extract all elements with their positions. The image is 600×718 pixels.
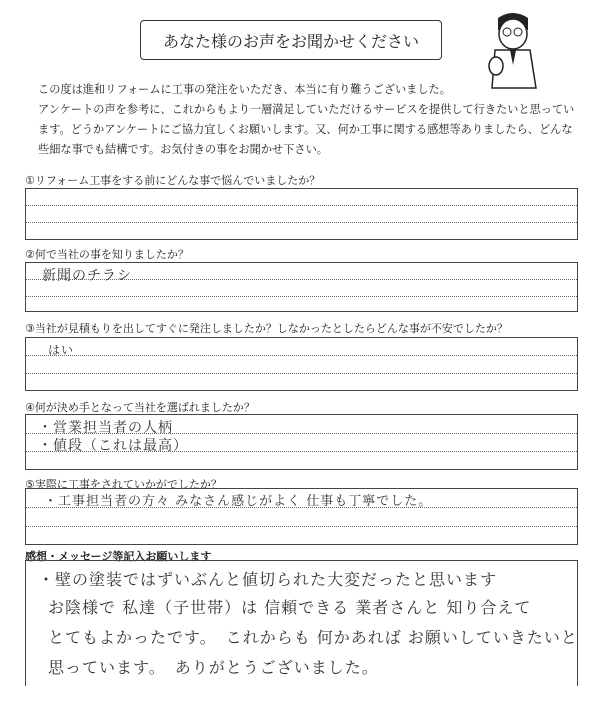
answer-box-3 bbox=[25, 337, 578, 391]
answer-box-5 bbox=[25, 488, 578, 545]
answer-box-1 bbox=[25, 188, 578, 240]
answer-5-text: ・工事担当者の方々 みなさん感じがよく 仕事も丁寧でした。 bbox=[44, 494, 433, 509]
question-1-label: ①リフォーム工事をする前にどんな事で悩んでいましたか？ bbox=[25, 174, 321, 187]
answer-4-text-2: ・値段（これは最高） bbox=[38, 438, 188, 454]
answer-4-text-1: ・営業担当者の人柄 bbox=[38, 420, 173, 436]
question-3-label: ③当社が見積もりを出してすぐに発注しましたか？しなかったとしたらどんな事が不安でしたか？ bbox=[25, 322, 508, 335]
answer-box-4 bbox=[25, 414, 578, 470]
message-line-4: 思っています。 ありがとうございました。 bbox=[48, 658, 379, 677]
message-label: 感想・メッセージ等記入お願いします bbox=[25, 550, 212, 563]
answer-2-text: 新聞のチラシ bbox=[42, 268, 132, 284]
message-box bbox=[25, 560, 578, 686]
message-line-1: ・壁の塗装ではずいぶんと値切られた大変だったと思います bbox=[38, 570, 498, 589]
mascot-illustration-icon bbox=[480, 10, 546, 90]
question-4-label: ④何が決め手となって当社を選ばれましたか？ bbox=[25, 401, 255, 414]
answer-box-2 bbox=[25, 262, 578, 312]
intro-text: この度は進和リフォームに工事の発注をいただき、本当に有り難うございました。 アンケートの声を参考に、これからもより一層満足していただけるサービスを提供して行きたいと思っています。どうかアンケートにご協力宜しくお願いします。又、何か工事に関する感想等ありましたら、どんな些細な事でも結構です。お気付きの事をお聞かせ下さい。 bbox=[38, 83, 575, 156]
page-title: あなた様のお声をお聞かせください bbox=[140, 20, 442, 60]
answer-3-text: はい bbox=[48, 343, 75, 357]
question-2-label: ②何で当社の事を知りましたか？ bbox=[25, 248, 189, 261]
question-5-label: ⑤実際に工事をされていかがでしたか？ bbox=[25, 478, 222, 491]
message-line-3: とてもよかったです。 これからも 何かあれば お願いしていきたいと bbox=[48, 628, 578, 647]
message-line-2: お陰様で 私達（子世帯）は 信頼できる 業者さんと 知り合えて bbox=[48, 598, 532, 617]
